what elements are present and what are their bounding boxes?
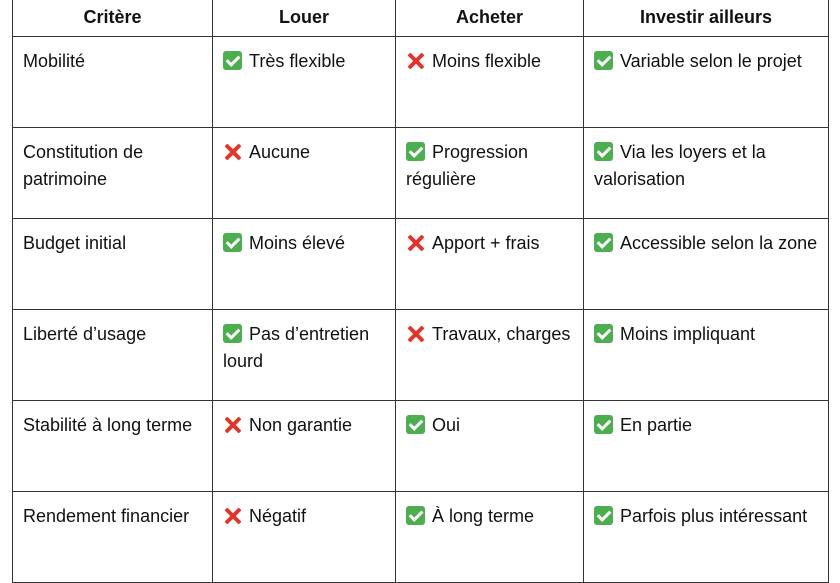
option-cell	[396, 219, 584, 310]
cell-text: Non garantie	[249, 415, 353, 435]
check-mark-icon	[223, 324, 242, 343]
table-body	[13, 37, 829, 583]
cell-text: Oui	[432, 415, 461, 435]
check-mark-icon	[406, 506, 425, 525]
check-mark-icon	[594, 142, 613, 161]
critere-cell: Rendement financier	[13, 492, 213, 583]
table-header	[13, 0, 829, 37]
cell-text: Via les loyers et la valorisation	[594, 142, 766, 189]
cross-mark-icon	[223, 506, 242, 525]
cell-text: Variable selon le projet	[620, 51, 802, 71]
option-cell	[584, 219, 829, 310]
check-mark-icon	[594, 324, 613, 343]
cell-text: Moins élevé	[249, 233, 346, 253]
check-mark-icon	[223, 233, 242, 252]
cell-text: Apport + frais	[432, 233, 540, 253]
option-cell	[213, 37, 396, 128]
cell-text: Progression régulière	[406, 142, 529, 189]
cell-text: En partie	[620, 415, 693, 435]
cell-text: À long terme	[432, 506, 535, 526]
header-critere: Critère	[13, 0, 213, 37]
check-mark-icon	[406, 415, 425, 434]
check-mark-icon	[594, 506, 613, 525]
table-row	[13, 401, 829, 492]
option-cell	[213, 310, 396, 401]
header-acheter: Acheter	[396, 0, 584, 37]
critere-cell: Budget initial	[13, 219, 213, 310]
option-cell	[584, 128, 829, 219]
option-cell	[213, 128, 396, 219]
check-mark-icon	[594, 51, 613, 70]
option-cell	[396, 37, 584, 128]
critere-cell: Stabilité à long terme	[13, 401, 213, 492]
cell-text: Moins flexible	[432, 51, 542, 71]
cell-text: Aucune	[249, 142, 311, 162]
option-cell	[213, 219, 396, 310]
cross-mark-icon	[406, 324, 425, 343]
cross-mark-icon	[406, 51, 425, 70]
critere-cell: Constitution de patrimoine	[13, 128, 213, 219]
option-cell	[396, 401, 584, 492]
option-cell	[584, 37, 829, 128]
table-row	[13, 310, 829, 401]
table-row	[13, 128, 829, 219]
table-row	[13, 492, 829, 583]
header-row	[13, 0, 829, 37]
cell-text: Moins impliquant	[620, 324, 756, 344]
cross-mark-icon	[223, 415, 242, 434]
cell-text: Accessible selon la zone	[620, 233, 818, 253]
option-cell	[584, 492, 829, 583]
cross-mark-icon	[223, 142, 242, 161]
comparison-table	[12, 0, 829, 583]
cell-text: Très flexible	[249, 51, 346, 71]
cell-text: Négatif	[249, 506, 307, 526]
option-cell	[396, 310, 584, 401]
table-row	[13, 37, 829, 128]
option-cell	[584, 310, 829, 401]
table-row	[13, 219, 829, 310]
cell-text: Parfois plus intéressant	[620, 506, 808, 526]
header-investir-ailleurs: Investir ailleurs	[584, 0, 829, 37]
cell-text: Pas d’entretien lourd	[223, 324, 370, 371]
check-mark-icon	[594, 415, 613, 434]
option-cell	[396, 492, 584, 583]
critere-cell: Mobilité	[13, 37, 213, 128]
header-louer: Louer	[213, 0, 396, 37]
check-mark-icon	[406, 142, 425, 161]
option-cell	[584, 401, 829, 492]
option-cell	[213, 492, 396, 583]
option-cell	[396, 128, 584, 219]
check-mark-icon	[594, 233, 613, 252]
option-cell	[213, 401, 396, 492]
check-mark-icon	[223, 51, 242, 70]
cell-text: Travaux, charges	[432, 324, 571, 344]
critere-cell: Liberté d’usage	[13, 310, 213, 401]
cross-mark-icon	[406, 233, 425, 252]
